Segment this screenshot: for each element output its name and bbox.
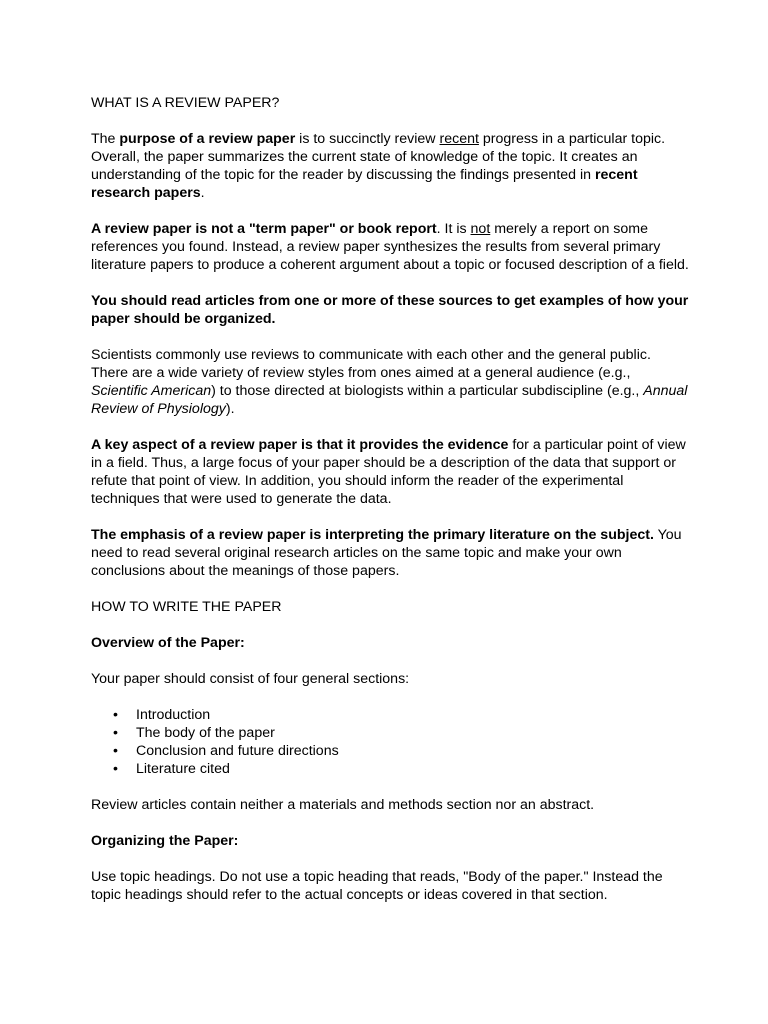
bullet-icon: • [113, 707, 118, 723]
scientific-american-italic: Scientific American [91, 383, 212, 399]
not-term-paper-bold: A review paper is not a "term paper" or book report [91, 221, 437, 237]
list-item-label: Literature cited [136, 761, 230, 777]
organizing-text: Use topic headings. Do not use a topic heading that reads, "Body of the paper." Instead the topic headings should refer to the actual concepts or ideas covered in that section. [91, 869, 663, 903]
emphasis-text: You need to read several original research articles on the same topic and make your own conclusions about the meanings of those papers. [91, 527, 682, 579]
purpose-bold-1: purpose of a review paper [119, 131, 296, 147]
emphasis-bold: The emphasis of a review paper is interpreting the primary literature on the subject. [91, 527, 654, 543]
list-item [91, 724, 691, 742]
key-aspect-paragraph [91, 436, 691, 508]
purpose-text-2: is to succinctly review [295, 131, 440, 147]
list-item-label: The body of the paper [136, 725, 275, 741]
scientists-text-1: Scientists commonly use reviews to communicate with each other and the general public. There are a wide variety of review styles from ones aimed at a general audience (e.g., [91, 347, 651, 381]
overview-note: Review articles contain neither a materials and methods section nor an abstract. [91, 797, 595, 813]
organizing-heading: Organizing the Paper: [91, 833, 239, 849]
bullet-icon: • [113, 761, 118, 777]
key-aspect-bold: A key aspect of a review paper is that it provides the evidence [91, 437, 509, 453]
purpose-text-3: progress in a particular topic. Overall, the paper summarizes the current state of knowledge of the topic. It creates an understanding of the topic for the reader by discussing the findings presented in [91, 131, 666, 183]
list-item-label: Conclusion and future directions [136, 743, 339, 759]
read-articles-bold: You should read articles from one or more of these sources to get examples of how your paper should be organized. [91, 293, 689, 327]
key-aspect-text: for a particular point of view in a field. Thus, a large focus of your paper should be a description of the data that support or refute that point of view. In addition, you should inform the reader of the experimental techniques that were used to generate the data. [91, 437, 686, 507]
bullet-icon: • [113, 725, 118, 741]
purpose-text-4: . [200, 185, 205, 201]
document-page [91, 94, 691, 922]
list-item [91, 706, 691, 724]
overview-heading: Overview of the Paper: [91, 635, 245, 651]
purpose-underline-recent: recent [439, 131, 479, 147]
bullet-icon: • [113, 743, 118, 759]
not-term-paper-underline: not [470, 221, 491, 237]
list-item-label: Introduction [136, 707, 211, 723]
sections-list [91, 706, 691, 778]
page-title: WHAT IS A REVIEW PAPER? [91, 95, 280, 111]
emphasis-paragraph [91, 526, 691, 580]
not-term-paper-paragraph [91, 220, 691, 274]
not-term-paper-text-2: merely a report on some references you found. Instead, a review paper synthesizes the results from several primary literature papers to produce a coherent argument about a topic or focused description of a field. [91, 221, 689, 273]
purpose-bold-2: recent research papers [91, 167, 638, 201]
section-title-how-to-write: HOW TO WRITE THE PAPER [91, 599, 282, 615]
read-articles-paragraph [91, 292, 691, 328]
annual-review-italic: Annual Review of Physiology [91, 383, 688, 417]
scientists-text-3: ). [225, 401, 235, 417]
purpose-paragraph [91, 130, 691, 202]
overview-intro: Your paper should consist of four general sections: [91, 671, 410, 687]
scientists-text-2: ) to those directed at biologists within a particular subdiscipline (e.g., [211, 383, 644, 399]
list-item [91, 760, 691, 778]
purpose-text-1: The [91, 131, 120, 147]
list-item [91, 742, 691, 760]
scientists-paragraph [91, 346, 691, 418]
not-term-paper-text-1: . It is [436, 221, 471, 237]
